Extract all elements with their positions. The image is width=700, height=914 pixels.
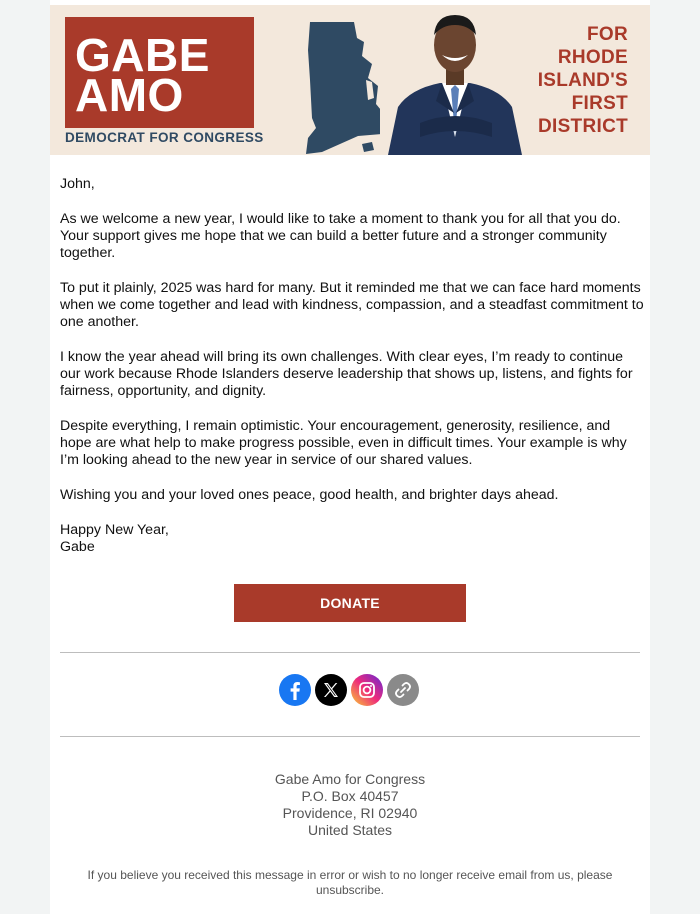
closing: Happy New Year, <box>60 522 169 538</box>
paragraph-4: Despite everything, I remain optimistic. Your encouragement, generosity, resilience, and hope are what help to make progress possible, even in difficult times. Your example is why I’m looking ahead to the new year in service of our shared values. <box>60 418 627 468</box>
x-icon[interactable] <box>315 674 347 706</box>
header-banner <box>50 5 650 155</box>
paragraph-3: I know the year ahead will bring its own challenges. With clear eyes, I’m ready to continue our work because Rhode Islanders deserve leadership that shows up, listens, and fights for fairness, opportunity, and dignity. <box>60 349 633 399</box>
footer-text: If you believe you received this message in error or wish to no longer receive email from us, please <box>87 868 613 882</box>
paragraph-5: Wishing you and your loved ones peace, good health, and brighter days ahead. <box>60 487 559 503</box>
address-city: Providence, RI 02940 <box>282 805 418 821</box>
logo-subtitle: DEMOCRAT FOR CONGRESS <box>65 130 264 145</box>
facebook-icon[interactable] <box>279 674 311 706</box>
social-links <box>279 674 419 706</box>
address-org: Gabe Amo for Congress <box>274 771 426 787</box>
mailing-address <box>50 771 650 839</box>
signature: Gabe <box>60 539 95 555</box>
donate-button[interactable]: DONATE <box>234 584 466 622</box>
address-country: United States <box>307 822 393 838</box>
paragraph-1: As we welcome a new year, I would like to take a moment to thank you for all that you do. Your support gives me hope that we can build a better future and a stronger community together. <box>60 211 621 261</box>
unsubscribe-link[interactable]: unsubscribe. <box>315 883 385 897</box>
logo <box>65 17 254 128</box>
greeting: John, <box>60 176 95 192</box>
email-container <box>50 0 650 914</box>
signoff <box>60 522 645 556</box>
link-icon[interactable] <box>387 674 419 706</box>
address-po-box: P.O. Box 40457 <box>301 788 399 804</box>
instagram-icon[interactable] <box>351 674 383 706</box>
logo-name: GABE AMO <box>75 29 210 121</box>
footer-disclaimer <box>80 868 620 898</box>
divider <box>60 736 640 737</box>
district-tagline: FOR RHODE ISLAND'S FIRST DISTRICT <box>537 24 628 137</box>
paragraph-2: To put it plainly, 2025 was hard for many. But it reminded me that we can face hard moments when we come together and lead with kindness, compassion, and a steadfast commitment to one another. <box>60 280 644 330</box>
divider <box>60 652 640 653</box>
letter-body <box>60 170 645 574</box>
